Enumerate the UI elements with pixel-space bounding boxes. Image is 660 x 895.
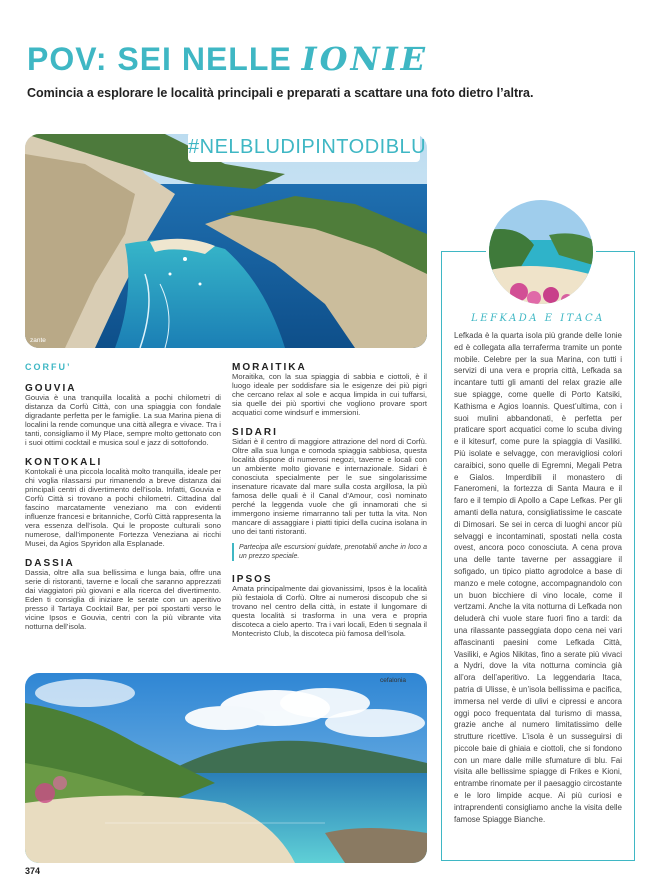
section-heading-dassia: DASSIA bbox=[25, 558, 75, 569]
region-heading: CORFU’ bbox=[25, 362, 72, 372]
title-main: POV: SEI NELLE bbox=[27, 41, 302, 77]
bottom-photo-credit: cefalonia bbox=[380, 677, 407, 684]
sidebar-text: Lefkada è la quarta isola più grande delle Ionie ed è collegata alla terraferma tramite un ponte mobile. Celebre per la sua Marina, con tutti i servizi di una vera e propria città, Lefkada sa incantare tutti gli amanti del relax grazie alle sue spiagge, come quelle di Porto Katsiki, Kathisma e Agios Ioannis. Quest’ultima, con i suoi mulini abbandonati, è perfetta per praticare sport acquatici come lo scuba diving e il kitesurf, come pure la spiaggia di Vasiliki. Più isolate e selvagge, con meravigliosi colori caraibici, sono quelle di Egremni, Megali Petra e Gialos. Imperdibili il monastero di Faneromeni, la fortezza di Santa Maura e il faro e il tempio di Apollo a Cape Lefkas. Per gli amanti della natura, consigliatissime le cascate di Dimosari. Se sei in cerca di luoghi ancor più selvaggi e incontaminati, spostati nella costa ovest, ancora poco conosciuta. A cena prova una delle tante taverne per assaggiare il sofigado, un tipico piatto agrodolce a base di manzo e mele cotogne, accompagnandolo con un buon bicchiere di vino locale, come il vertzami. Anche la vita notturna di Lefkada non deluderà chi vuole stare fuori fino a tardi: da una rilassante passeggiata dopo cena nei vari affascinanti paesini come Lefkada Città, Vasiliki, e Agios Nikitas, fino a serate più vivaci a Nydri, dove la vita notturna comincia già all’ora dell’aperitivo. La leggendaria Itaca, patria di Ulisse, è un’isola bellissima e pacifica, immersa nel verde di ulivi e cipressi e ancora oggi poco frequentata dal turismo di massa, grazie anche al numero limitatissimo delle strutture ricettive. L’isola è un susseguirsi di piccole baie di ghiaia e ciottoli, che si fondono con un mare dalle mille sfumature di blu. Fai visita alle bellissime spiagge di Frikes e Kioni, entrambe rinomate per il paesaggio circostante e le loro limpide acque. Ai più curiosi e intraprendenti consigliamo anche la visita delle famose Spiagge Bianche. bbox=[454, 331, 622, 824]
middle-column bbox=[232, 363, 427, 638]
sidebar-title: LEFKADA E ITACA bbox=[471, 313, 605, 324]
title-script: IONIE bbox=[301, 40, 429, 78]
section-heading-kontokali: KONTOKALI bbox=[25, 457, 103, 468]
section-heading-sidari: SIDARI bbox=[232, 427, 278, 438]
hero-photo bbox=[25, 134, 427, 348]
section-text-sidari: Sidari è il centro di maggiore attrazione del nord di Corfù. Oltre alla sua lunga e comoda spiaggia sabbiosa, questa località dispone di numerosi negozi, taverne e locali con un ambiente molto giovane e internazionale. Sidari è conosciuta specialmente per le sue singolarissime insenature ricavate dal mare sulla costa argillosa, la più famosa delle quali è il Canal d’Amour, così nominato perché la leggenda vuole che gli innamorati che si immergono insieme rimarranno tali per tutta la vita. Non mancare di assaggiare i piatti tipici della cucina isolana in uno dei tanti ristoranti. bbox=[232, 437, 427, 536]
page-number: 374 bbox=[25, 866, 41, 876]
excursion-note: Partecipa alle escursioni guidate, prenotabili anche in loco a un prezzo speciale. bbox=[232, 543, 427, 561]
hero-photo-credit: zante bbox=[30, 337, 46, 344]
section-text-ipsos: Amata principalmente dai giovanissimi, Ipsos è la località più festaiola di Corfù. Oltre ai numerosi discopub che si trovano nel centro della città, in estate il lungomare di questa località si trasforma in una vera e propria discoteca a cielo aperto. Tra i vari locali, Eden ti segnala il Montecristo Club, la discoteca più famosa dell’isola. bbox=[232, 584, 427, 638]
left-column bbox=[25, 363, 221, 631]
page-subtitle: Comincia a esplorare le località principali e preparati a scattare una foto dietro l’altra. bbox=[27, 86, 534, 100]
section-text-gouvia: Gouvia è una tranquilla località a pochi chilometri di distanza da Corfù Città, con una spiaggia con fondale digradante perfetta per le famiglie. La sua Marina piena di localini la rende comunque una città allegra e vivace. Tra i tanti, consigliamo il My Place, sempre molto gettonato con i suoi ottimi cocktail e musica soul e jazz di sottofondo. bbox=[25, 393, 221, 447]
section-heading-gouvia: GOUVIA bbox=[25, 383, 77, 394]
section-text-dassia: Dassia, oltre alla sua bellissima e lunga baia, offre una serie di ristoranti, taverne e locali che saranno apprezzati dai viaggiatori più giovani e alla ricerca del divertimento. Eden ti consiglia di iniziare le serate con un aperitivo presso il Tartaya Cocktail Bar, per poi spostarti verso le vicine Ipsos e Gouvia, centri con la più vibrante vita notturna dell’isola. bbox=[25, 568, 221, 631]
cefalonia-beach-image bbox=[25, 673, 427, 863]
lefkada-circle-photo bbox=[486, 197, 596, 307]
hashtag-label: #NELBLUDIPINTODIBLU bbox=[188, 132, 420, 162]
section-text-moraitika: Moraitika, con la sua spiaggia di sabbia e ciottoli, è il luogo ideale per soddisfare sia le esigenze dei più pigri che cercano relax al sole e acqua limpida in cui tuffarsi, sia quelle dei più sportivi che vogliono provare sport acquatici come windsurf e immersioni. bbox=[232, 372, 427, 417]
lefkada-beach-image bbox=[489, 200, 593, 304]
bottom-photo bbox=[25, 673, 427, 863]
section-text-kontokali: Kontokali è una piccola località molto tranquilla, ideale per chi voglia rilassarsi pur rimanendo a breve distanza dai principali centri di divertimento dell’isola. Infatti, Gouvia e Corfù Città si trovano a pochi chilometri. Cittadina dal fascino marcatamente veneziano ma con evidenti influenze francesi e britanniche, Corfù Città rappresenta la vera essenza dell’isola. Qui le proposte culturali sono numerose, dall’imponente Fortezza Veneziana ai ricchi Musei, da Agios Spyridon alla Esplanade. bbox=[25, 467, 221, 548]
section-heading-moraitika: MORAITIKA bbox=[232, 362, 307, 373]
page-title bbox=[27, 40, 428, 78]
navagio-bay-image bbox=[25, 134, 427, 348]
section-heading-ipsos: IPSOS bbox=[232, 574, 273, 585]
